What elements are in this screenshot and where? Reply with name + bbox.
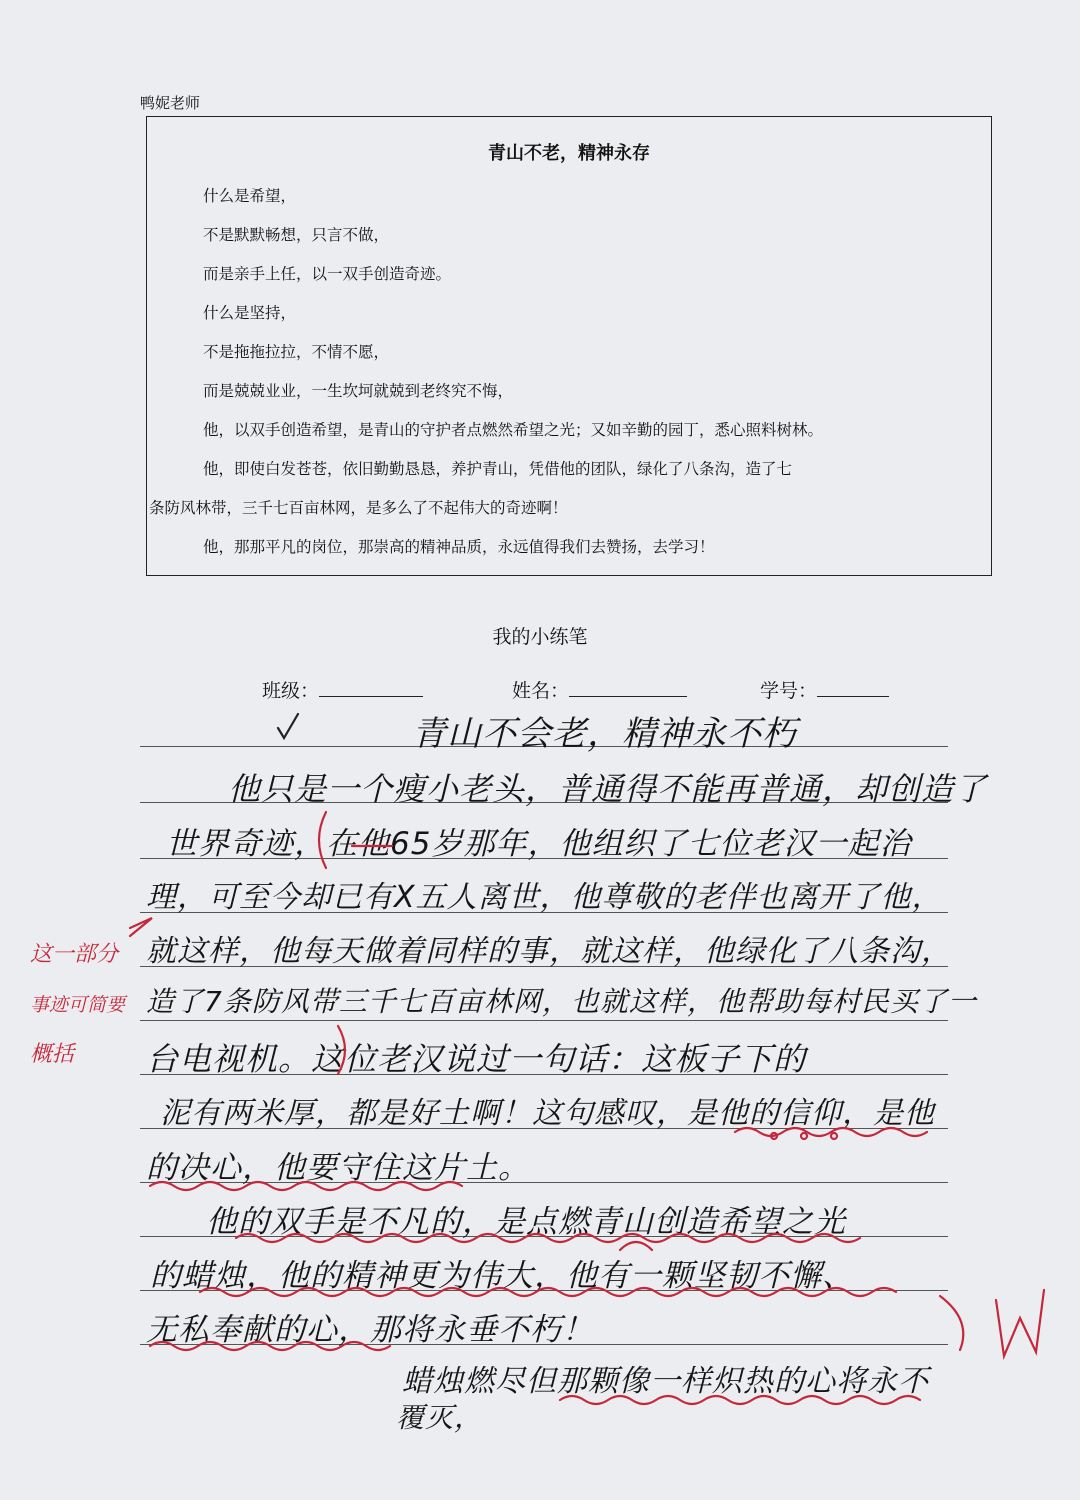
teacher-mark-icon bbox=[996, 1290, 1044, 1356]
essay-line: 什么是希望， bbox=[203, 187, 297, 205]
handwritten-insert: 蜡烛燃尽但那颗像一样炽热的心将永不 bbox=[402, 1364, 929, 1399]
essay-line: 而是兢兢业业，一生坎坷就兢到老终究不悔， bbox=[203, 382, 514, 400]
handwritten-line: 造了7条防风带三千七百亩林网，也就这样，他帮助每村民买了一 bbox=[146, 985, 977, 1018]
model-essay-title: 青山不老，精神永存 bbox=[488, 143, 650, 164]
handwritten-line: 泥有两米厚，都是好土啊！这句感叹，是他的信仰，是他 bbox=[160, 1096, 935, 1131]
teacher-name: 鸭妮老师 bbox=[140, 94, 201, 112]
comment-line: 事迹可简要 bbox=[30, 994, 126, 1016]
practice-title: 我的小练笔 bbox=[492, 627, 588, 648]
handwritten-line: 他的双手是不凡的，是点燃青山创造希望之光 bbox=[206, 1204, 846, 1240]
comment-line: 这一部分 bbox=[30, 942, 119, 967]
essay-line: 条防风林带，三千七百亩林网，是多么了不起伟大的奇迹啊！ bbox=[149, 499, 568, 517]
essay-line: 不是默默畅想，只言不做， bbox=[203, 226, 390, 244]
essay-line: 他，那那平凡的岗位，那崇高的精神品质，永远值得我们去赞扬，去学习！ bbox=[203, 538, 715, 556]
essay-line: 什么是坚持， bbox=[203, 304, 297, 322]
bracket-mark bbox=[319, 812, 326, 868]
name-label: 姓名： bbox=[512, 681, 570, 702]
id-label: 学号： bbox=[760, 681, 818, 702]
essay-line: 不是拖拖拉拉，不情不愿， bbox=[203, 343, 390, 361]
check-mark-icon bbox=[278, 714, 298, 738]
essay-line: 而是亲手上任，以一双手创造奇迹。 bbox=[203, 265, 452, 283]
handwritten-line: 的决心，他要守住这片土。 bbox=[146, 1150, 530, 1186]
class-label: 班级： bbox=[262, 681, 320, 702]
handwritten-title: 青山不会老，精神永不朽 bbox=[412, 714, 797, 754]
handwritten-line: 世界奇迹，在他65岁那年，他组织了七位老汉一起治 bbox=[166, 826, 912, 862]
handwritten-line: 台电视机。这位老汉说过一句话：这板子下的 bbox=[146, 1040, 807, 1078]
handwritten-line: 无私奉献的心，那将永垂不朽！ bbox=[146, 1312, 594, 1348]
handwritten-insert: 覆灭， bbox=[396, 1401, 484, 1434]
arrow-icon bbox=[130, 918, 152, 936]
handwritten-line: 理，可至今却已有X五人离世，他尊敬的老伴也离开了他， bbox=[146, 880, 943, 915]
handwritten-line: 就这样，他每天做着同样的事，就这样，他绿化了八条沟， bbox=[146, 934, 952, 969]
essay-line: 他，即使白发苍苍，依旧勤勤恳恳，养护青山，凭借他的团队，绿化了八条沟，造了七 bbox=[203, 460, 793, 478]
comment-line: 概括 bbox=[30, 1042, 75, 1067]
handwritten-line: 他只是一个瘦小老头，普通得不能再普通，却创造了 bbox=[228, 770, 988, 808]
essay-line: 他，以双手创造希望，是青山的守护者点燃然希望之光；又如辛勤的园丁，悉心照料树林。 bbox=[203, 421, 824, 439]
handwritten-line: 的蜡烛，他的精神更为伟大，他有一颗坚韧不懈、 bbox=[150, 1258, 854, 1294]
